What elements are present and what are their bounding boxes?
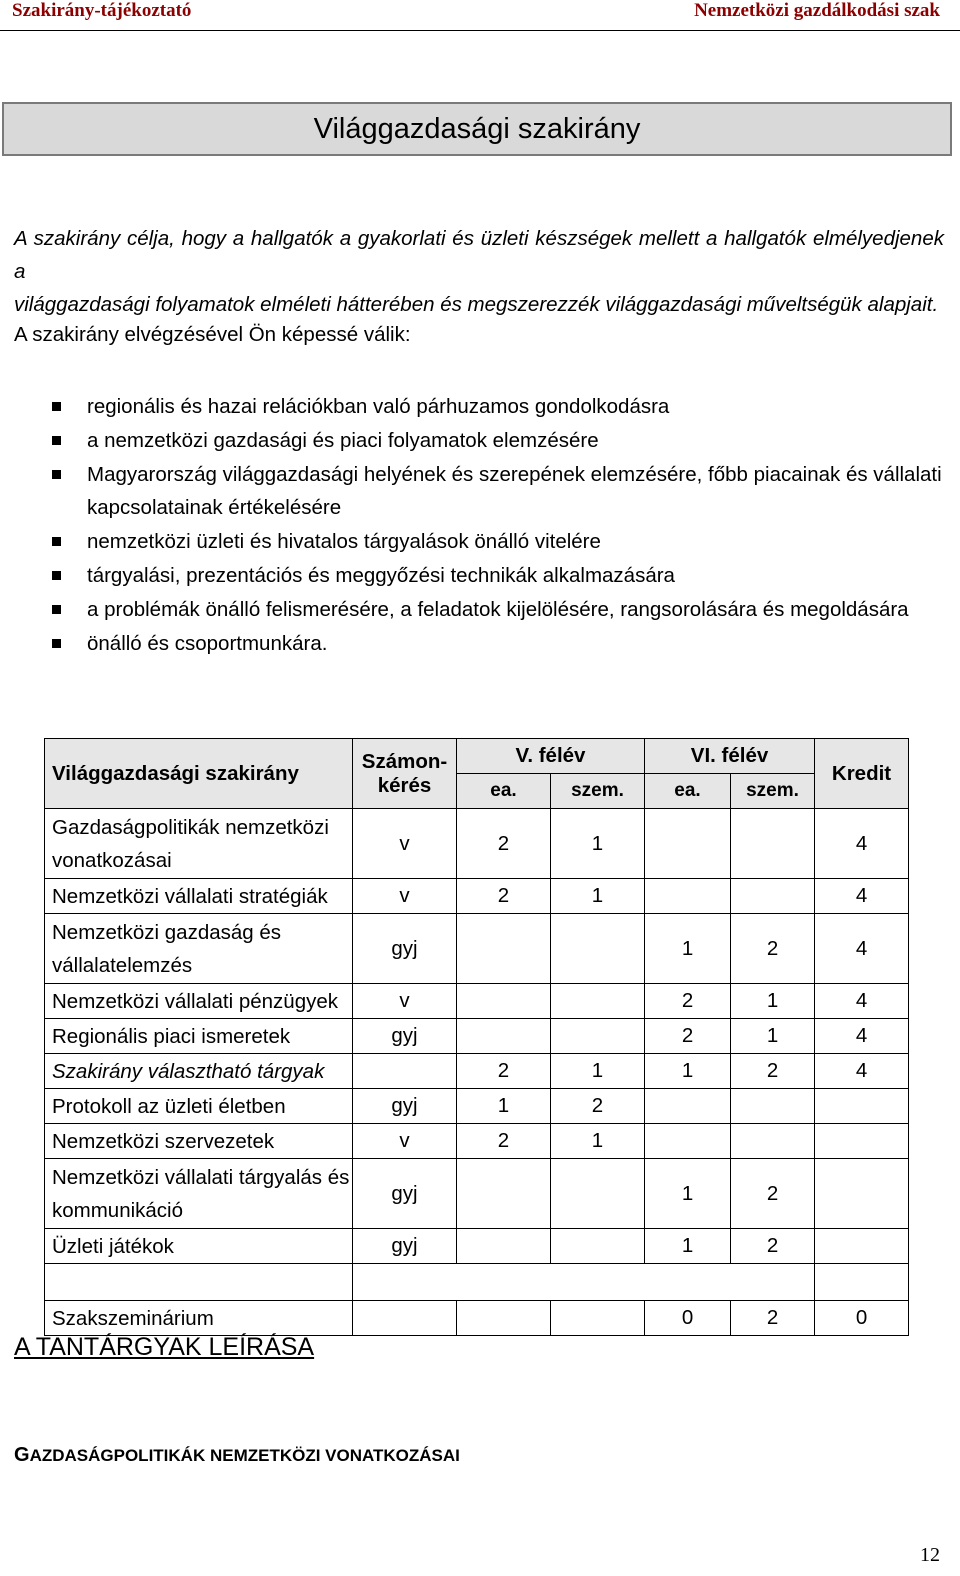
exam-type: gyj [353, 1019, 457, 1054]
course-name: Szakszeminárium [45, 1301, 353, 1336]
table-row [45, 1124, 909, 1159]
cell-ea6 [645, 809, 731, 879]
cell-ea6: 0 [645, 1301, 731, 1336]
cell-ea6: 1 [645, 914, 731, 984]
cell-szem5: 1 [551, 809, 645, 879]
course-name [45, 1159, 353, 1229]
header-divider [0, 30, 960, 31]
list-item: regionális és hazai relációkban való párhuzamos gondolkodásra [50, 390, 950, 424]
cell-szem6: 2 [731, 1159, 815, 1229]
cell-ea5: 1 [457, 1089, 551, 1124]
course-name: Protokoll az üzleti életben [45, 1089, 353, 1124]
cell-credit: 4 [815, 914, 909, 984]
cell-szem5 [551, 1229, 645, 1264]
table-row [45, 984, 909, 1019]
table-row [45, 1159, 909, 1229]
cell-credit: 4 [815, 809, 909, 879]
header-exam-line2: kérés [377, 773, 432, 797]
course-name: Üzleti játékok [45, 1229, 353, 1264]
header-szem: szem. [551, 774, 645, 809]
list-item: tárgyalási, prezentációs és meggyőzési technikák alkalmazására [50, 559, 950, 593]
header-semester-5: V. félév [457, 739, 645, 774]
header-semester-6: VI. félév [645, 739, 815, 774]
exam-type: gyj [353, 1159, 457, 1229]
list-item: a problémák önálló felismerésére, a feladatok kijelölésére, rangsorolására és megoldására [50, 593, 950, 627]
table-row [45, 1054, 909, 1089]
course-name-line: Nemzetközi gazdaság és [52, 920, 282, 944]
table-spacer-row [45, 1264, 909, 1301]
cell-szem6 [731, 879, 815, 914]
exam-type [353, 1054, 457, 1089]
exam-type: v [353, 1124, 457, 1159]
cell-ea6: 2 [645, 984, 731, 1019]
header-credit: Kredit [815, 739, 909, 809]
cell-szem5 [551, 1019, 645, 1054]
cell-szem6 [731, 809, 815, 879]
header-ea: ea. [457, 774, 551, 809]
subheading-rest: AZDASÁGPOLITIKÁK NEMZETKÖZI VONATKOZÁSAI [29, 1446, 460, 1465]
cell-szem6: 2 [731, 1054, 815, 1089]
table-row [45, 1089, 909, 1124]
spacer-cell [645, 1264, 731, 1301]
cell-ea6 [645, 879, 731, 914]
spacer-cell [353, 1264, 457, 1301]
cell-szem5: 1 [551, 879, 645, 914]
cell-szem5 [551, 1159, 645, 1229]
cell-szem5: 1 [551, 1124, 645, 1159]
cell-credit [815, 1124, 909, 1159]
cell-ea6 [645, 1089, 731, 1124]
cell-ea5: 2 [457, 809, 551, 879]
intro-line: A szakirány célja, hogy a hallgatók a gyakorlati és üzleti készségek mellett a hallgatók elmélyedjenek a [14, 227, 944, 283]
cell-credit: 4 [815, 1019, 909, 1054]
cell-szem5 [551, 1301, 645, 1336]
course-name: Nemzetközi vállalati pénzügyek [45, 984, 353, 1019]
course-name: Nemzetközi vállalati stratégiák [45, 879, 353, 914]
cell-credit [815, 1229, 909, 1264]
table-row [45, 914, 909, 984]
cell-ea6: 2 [645, 1019, 731, 1054]
exam-type: gyj [353, 914, 457, 984]
cell-ea5 [457, 984, 551, 1019]
table-row [45, 1229, 909, 1264]
spacer-cell [731, 1264, 815, 1301]
table-row [45, 879, 909, 914]
intro-line: világgazdasági folyamatok elméleti hátterében és megszerezzék világgazdasági műveltségük alapjait. [14, 293, 939, 316]
table-row [45, 1301, 909, 1336]
cell-ea6: 1 [645, 1054, 731, 1089]
cell-credit [815, 1159, 909, 1229]
cell-ea6: 1 [645, 1229, 731, 1264]
spacer-cell [815, 1264, 909, 1301]
spacer-cell [551, 1264, 645, 1301]
course-name-line: kommunikáció [52, 1198, 184, 1222]
table-row [45, 809, 909, 879]
list-item: a nemzetközi gazdasági és piaci folyamatok elemzésére [50, 424, 950, 458]
cell-ea5 [457, 1229, 551, 1264]
exam-type: gyj [353, 1089, 457, 1124]
curriculum-table [44, 738, 909, 1336]
cell-ea6 [645, 1124, 731, 1159]
spacer-cell [457, 1264, 551, 1301]
list-item: Magyarország világgazdasági helyének és szerepének elemzésére, főbb piacainak és vállalati kapcsolatainak értékelésére [50, 458, 950, 526]
intro-paragraph [14, 222, 944, 321]
course-name-line: Gazdaságpolitikák nemzetközi [52, 815, 329, 839]
cell-ea5 [457, 914, 551, 984]
course-name: Regionális piaci ismeretek [45, 1019, 353, 1054]
header-left: Szakirány-tájékoztató [12, 0, 192, 21]
cell-szem5: 2 [551, 1089, 645, 1124]
cell-szem6 [731, 1089, 815, 1124]
exam-type: v [353, 984, 457, 1019]
cell-credit: 4 [815, 1054, 909, 1089]
skills-list [50, 390, 950, 660]
course-name-line: Nemzetközi vállalati tárgyalás és [52, 1165, 350, 1189]
header-exam-line1: Számon- [361, 749, 448, 773]
cell-credit: 4 [815, 879, 909, 914]
course-name [45, 809, 353, 879]
course-name [45, 914, 353, 984]
course-subheading [14, 1444, 460, 1467]
subheading-initial: G [14, 1444, 30, 1466]
exam-type: v [353, 879, 457, 914]
exam-type: v [353, 809, 457, 879]
cell-ea5: 2 [457, 879, 551, 914]
spacer-cell [45, 1264, 353, 1301]
cell-credit: 4 [815, 984, 909, 1019]
cell-ea6: 1 [645, 1159, 731, 1229]
section-title: A TANTÁRGYAK LEÍRÁSA [14, 1333, 315, 1361]
cell-ea5 [457, 1019, 551, 1054]
exam-type: gyj [353, 1229, 457, 1264]
course-name-line: vállalatelemzés [52, 953, 193, 977]
exam-type [353, 1301, 457, 1336]
cell-szem6: 1 [731, 1019, 815, 1054]
course-name-line: vonatkozásai [52, 848, 172, 872]
table-row [45, 1019, 909, 1054]
cell-ea5 [457, 1301, 551, 1336]
course-name: Nemzetközi szervezetek [45, 1124, 353, 1159]
header-szem: szem. [731, 774, 815, 809]
page-number: 12 [920, 1544, 940, 1566]
cell-szem5 [551, 984, 645, 1019]
header-exam [353, 739, 457, 809]
title-box [2, 102, 952, 156]
cell-ea5 [457, 1159, 551, 1229]
page-title: Világgazdasági szakirány [313, 112, 641, 145]
cell-szem5: 1 [551, 1054, 645, 1089]
cell-ea5: 2 [457, 1124, 551, 1159]
cell-szem6 [731, 1124, 815, 1159]
course-name: Szakirány választható tárgyak [45, 1054, 353, 1089]
cell-ea5: 2 [457, 1054, 551, 1089]
list-item: nemzetközi üzleti és hivatalos tárgyalások önálló vitelére [50, 525, 950, 559]
header-subject: Világgazdasági szakirány [45, 739, 353, 809]
cell-credit: 0 [815, 1301, 909, 1336]
cell-credit [815, 1089, 909, 1124]
lead-sentence: A szakirány elvégzésével Ön képessé válik: [14, 323, 411, 346]
list-item: önálló és csoportmunkára. [50, 627, 950, 661]
cell-szem6: 2 [731, 914, 815, 984]
cell-szem6: 2 [731, 1301, 815, 1336]
header-right: Nemzetközi gazdálkodási szak [694, 0, 940, 21]
header-ea: ea. [645, 774, 731, 809]
cell-szem6: 1 [731, 984, 815, 1019]
cell-szem5 [551, 914, 645, 984]
cell-szem6: 2 [731, 1229, 815, 1264]
